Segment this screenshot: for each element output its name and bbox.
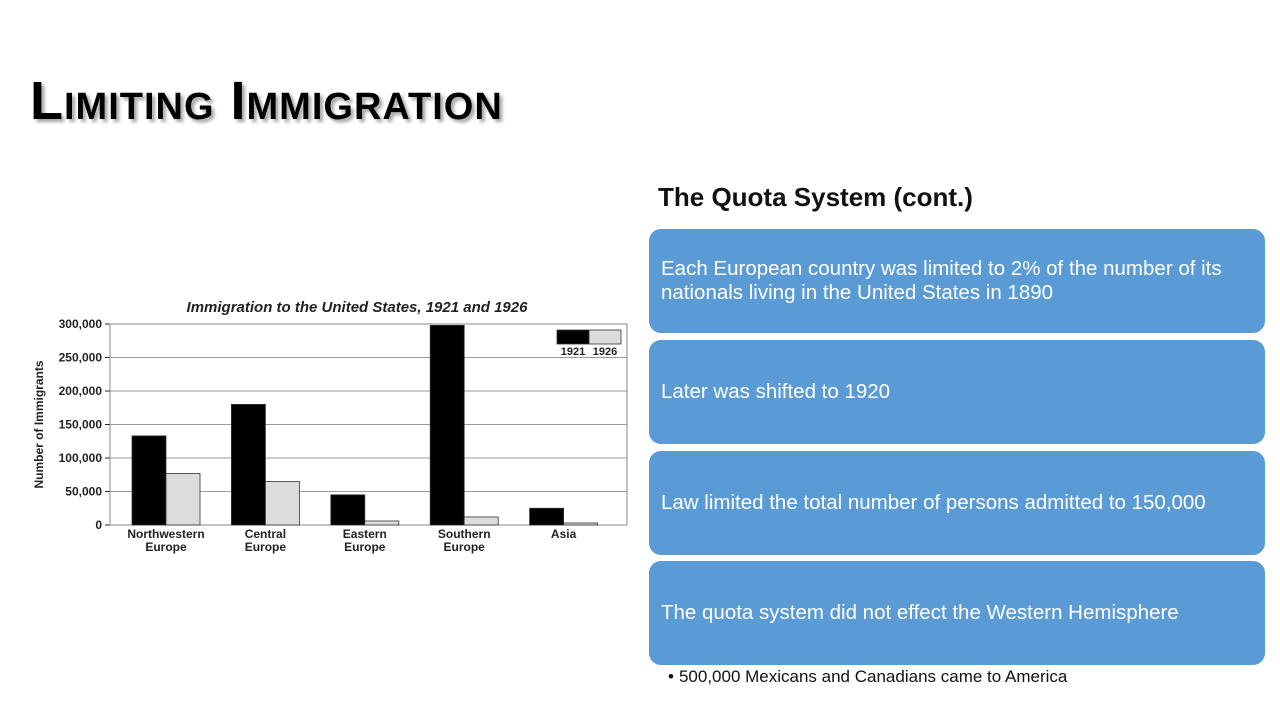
y-tick-label: 250,000 bbox=[58, 350, 102, 365]
bar-1921 bbox=[430, 325, 464, 525]
bullet-box-3 bbox=[649, 451, 1265, 555]
bar-1921 bbox=[331, 495, 365, 525]
sub-bullet bbox=[668, 667, 1067, 687]
bullet-text-4: The quota system did not effect the Western Hemisphere bbox=[661, 601, 1179, 624]
bar-1921 bbox=[132, 436, 166, 525]
bar-1926 bbox=[265, 481, 299, 525]
immigration-chart bbox=[30, 290, 630, 565]
bullet-text-1: Each European country was limited to 2% of the number of its nationals living in the United States in 1890 bbox=[661, 257, 1222, 304]
bar-1926 bbox=[166, 473, 200, 525]
legend-label: 1921 bbox=[560, 346, 586, 358]
chart-title: Immigration to the United States, 1921 and 1926 bbox=[186, 299, 528, 316]
x-category-label: Northwestern bbox=[127, 527, 205, 541]
bar-1921 bbox=[530, 508, 564, 525]
x-category-label: Europe bbox=[145, 540, 187, 554]
chart-ylabel: Number of Immigrants bbox=[32, 360, 46, 489]
y-tick-label: 150,000 bbox=[58, 417, 102, 432]
bullet-box-2 bbox=[649, 340, 1265, 444]
legend-swatch bbox=[589, 330, 621, 344]
slide-subtitle: The Quota System (cont.) bbox=[658, 182, 973, 212]
y-tick-label: 300,000 bbox=[58, 317, 102, 331]
x-category-label: Europe bbox=[244, 540, 287, 554]
chart-svg bbox=[30, 290, 630, 565]
legend-label: 1926 bbox=[592, 346, 618, 358]
bullet-dot-icon: • bbox=[668, 667, 674, 686]
y-tick-label: 0 bbox=[95, 518, 102, 532]
x-category-label: Asia bbox=[550, 527, 577, 541]
bar-1926 bbox=[464, 517, 498, 525]
legend-swatch bbox=[557, 330, 589, 344]
bar-1921 bbox=[231, 404, 265, 525]
y-tick-label: 50,000 bbox=[65, 484, 102, 499]
x-category-label: Eastern bbox=[342, 527, 387, 541]
bullet-text-2: Later was shifted to 1920 bbox=[661, 380, 891, 403]
bar-1926 bbox=[365, 521, 399, 525]
bullet-text-3: Law limited the total number of persons admitted to 150,000 bbox=[661, 491, 1206, 514]
x-category-label: Europe bbox=[443, 540, 485, 554]
sub-bullet-text: 500,000 Mexicans and Canadians came to America bbox=[678, 667, 1068, 686]
x-category-label: Southern bbox=[437, 527, 491, 541]
y-tick-label: 200,000 bbox=[58, 384, 102, 398]
bullet-box-4 bbox=[649, 561, 1265, 665]
x-category-label: Central bbox=[244, 527, 287, 541]
bar-1926 bbox=[564, 523, 598, 525]
bullet-box-1 bbox=[649, 229, 1265, 333]
x-category-label: Europe bbox=[344, 540, 386, 554]
y-tick-label: 100,000 bbox=[58, 451, 102, 465]
slide-title: Limiting Immigration bbox=[30, 71, 503, 131]
